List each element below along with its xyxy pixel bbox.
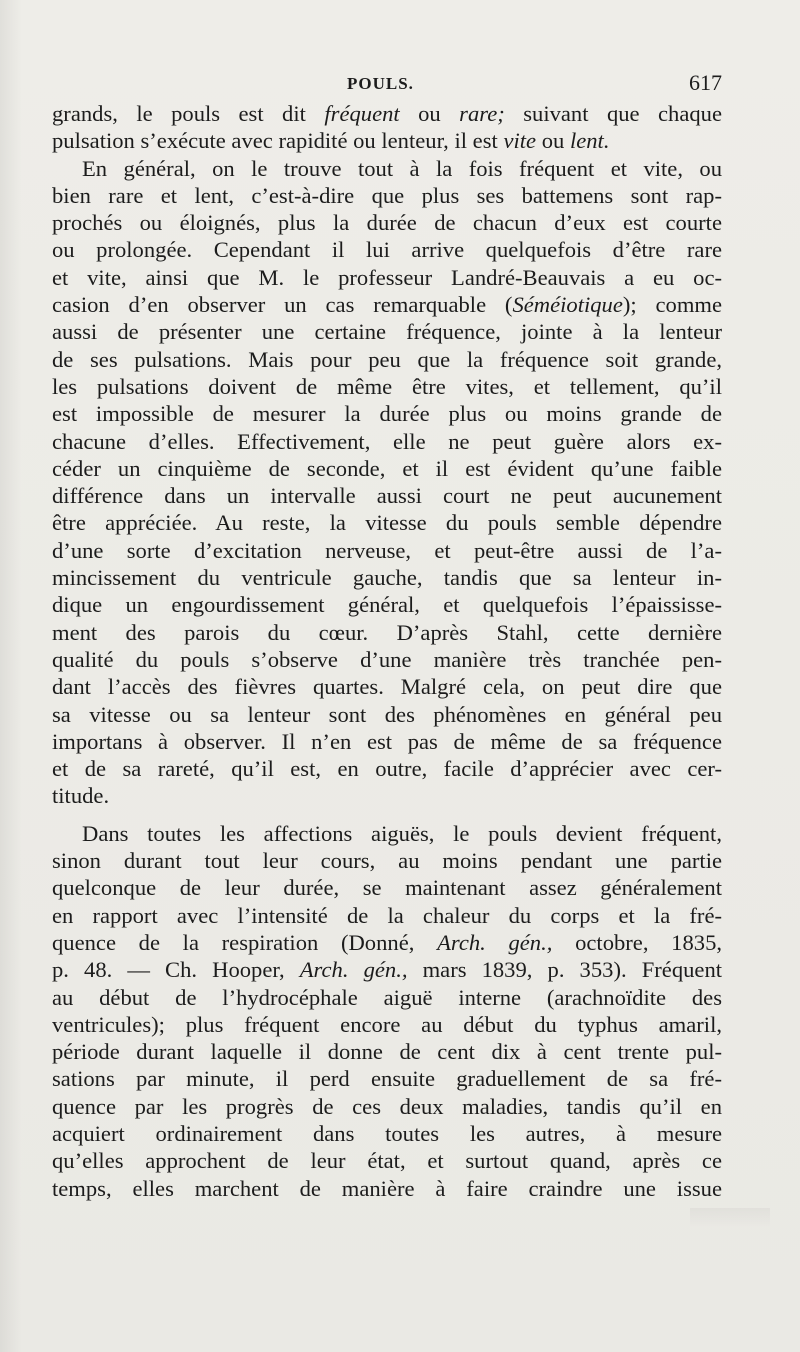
text-run: grands, le pouls est dit	[52, 101, 325, 126]
italic-run: lent.	[569, 128, 610, 154]
text-run: en rapport avec l’intensité de la chaleur du corps et la fré-	[52, 902, 722, 928]
text-line	[52, 100, 722, 127]
text-line	[52, 1120, 722, 1147]
text-run: Dans toutes les affections aiguës, le pouls devient fréquent,	[82, 820, 722, 846]
text-line	[52, 236, 722, 263]
text-run: quence par les progrès de ces deux maladies, tandis qu’il en	[52, 1093, 722, 1119]
text-run: mars 1839, p. 353). Fréquent	[407, 957, 723, 983]
text-run: qualité du pouls s’observe d’une manière très tranchée pen-	[52, 646, 722, 672]
text-line	[52, 428, 722, 455]
text-line	[52, 509, 722, 536]
text-line	[52, 673, 722, 700]
text-run: quelconque de leur durée, se maintenant assez généralement	[52, 875, 722, 901]
text-run: être appréciée. Au reste, la vitesse du pouls semble dépendre	[52, 510, 722, 536]
text-run: p. 48. — Ch. Hooper,	[52, 957, 300, 983]
text-run: sations par minute, il perd ensuite graduellement de sa fré-	[52, 1066, 722, 1092]
text-run: ventricules); plus fréquent encore au début du typhus amaril,	[52, 1011, 722, 1037]
text-line	[52, 984, 722, 1011]
text-run: ); comme	[622, 292, 722, 318]
paragraph-2	[52, 155, 722, 810]
text-run: et vite, ainsi que M. le professeur Landré-Beauvais a eu oc-	[52, 264, 722, 290]
text-line	[52, 373, 722, 400]
text-line	[52, 1065, 722, 1092]
text-run: suivant que chaque	[504, 101, 723, 126]
text-run: période durant laquelle il donne de cent dix à cent trente pul-	[52, 1039, 722, 1065]
text-line	[52, 291, 722, 318]
text-line	[52, 820, 722, 847]
text-line	[52, 782, 722, 809]
text-run: dant l’accès des fièvres quartes. Malgré cela, on peut dire que	[52, 674, 722, 700]
text-run: est impossible de mesurer la durée plus ou moins grande de	[52, 401, 722, 427]
text-run: importans à observer. Il n’en est pas de même de sa fréquence	[52, 728, 722, 754]
text-run: sinon durant tout leur cours, au moins pendant une partie	[52, 848, 722, 874]
text-run: prochés ou éloignés, plus la durée de chacun d’eux est courte	[52, 210, 722, 236]
body-text	[52, 100, 722, 1202]
text-line	[52, 646, 722, 673]
text-line	[52, 755, 722, 782]
text-run: acquiert ordinairement dans toutes les autres, à mesure	[52, 1120, 722, 1146]
text-line	[52, 1093, 722, 1120]
text-line	[52, 701, 722, 728]
text-line	[52, 264, 722, 291]
text-line	[52, 482, 722, 509]
text-run: bien rare et lent, c’est-à-dire que plus ses battemens sont rap-	[52, 182, 722, 208]
text-run: qu’elles approchent de leur état, et surtout quand, après ce	[52, 1148, 722, 1174]
text-run: dique un engourdissement général, et quelquefois l’épaississe-	[52, 592, 722, 618]
text-line	[52, 182, 722, 209]
italic-run: rare;	[459, 101, 505, 126]
italic-run: Arch. gén.,	[299, 957, 408, 983]
text-line	[52, 318, 722, 345]
text-run: ou	[536, 128, 570, 154]
text-line	[52, 1147, 722, 1174]
italic-run: Arch. gén.,	[437, 929, 553, 955]
text-run: ou	[399, 101, 460, 126]
italic-run: fréquent	[324, 101, 400, 126]
paragraph-3	[52, 820, 722, 1202]
italic-run: vite	[503, 128, 537, 154]
text-line	[52, 1175, 722, 1202]
running-title: POULS.	[347, 74, 414, 93]
text-line	[52, 874, 722, 901]
text-line	[52, 619, 722, 646]
text-line	[52, 346, 722, 373]
text-line	[52, 127, 722, 154]
paragraph-1	[52, 100, 722, 155]
running-head	[52, 70, 722, 96]
text-line	[52, 902, 722, 929]
text-line	[52, 1011, 722, 1038]
text-run: quence de la respiration (Donné,	[52, 929, 438, 955]
text-run: titude.	[52, 783, 110, 809]
text-line	[52, 956, 722, 983]
text-line	[52, 400, 722, 427]
text-line	[52, 564, 722, 591]
page-number: 617	[689, 70, 722, 95]
text-run: les pulsations doivent de même être vites, et tellement, qu’il	[52, 373, 722, 399]
text-run: temps, elles marchent de manière à faire craindre une issue	[52, 1175, 722, 1201]
text-run: chacune d’elles. Effectivement, elle ne peut guère alors ex-	[52, 428, 722, 454]
show-through-mark	[690, 1208, 770, 1228]
text-run: ment des parois du cœur. D’après Stahl, cette dernière	[52, 619, 722, 645]
text-run: En général, on le trouve tout à la fois fréquent et vite, ou	[82, 155, 722, 181]
text-run: céder un cinquième de seconde, et il est évident qu’une faible	[52, 455, 722, 481]
text-run: octobre, 1835,	[552, 929, 723, 955]
text-run: de ses pulsations. Mais pour peu que la fréquence soit grande,	[52, 346, 722, 372]
text-line	[52, 155, 722, 182]
text-run: d’une sorte d’excitation nerveuse, et peut-être aussi de l’a-	[52, 537, 722, 563]
text-run: mincissement du ventricule gauche, tandis que sa lenteur in-	[52, 565, 722, 591]
text-line	[52, 1038, 722, 1065]
text-run: pulsation s’exécute avec rapidité ou lenteur, il est	[52, 128, 504, 154]
text-line	[52, 209, 722, 236]
text-line	[52, 929, 722, 956]
text-run: différence dans un intervalle aussi court ne peut aucunement	[52, 483, 722, 509]
text-run: au début de l’hydrocéphale aiguë interne (arachnoïdite des	[52, 984, 722, 1010]
text-line	[52, 537, 722, 564]
text-line	[52, 455, 722, 482]
text-line	[52, 728, 722, 755]
text-run: aussi de présenter une certaine fréquence, jointe à la lenteur	[52, 319, 722, 345]
text-line	[52, 591, 722, 618]
text-run: ou prolongée. Cependant il lui arrive quelquefois d’être rare	[52, 237, 722, 263]
text-run: et de sa rareté, qu’il est, en outre, facile d’apprécier avec cer-	[52, 756, 722, 782]
italic-run: Séméiotique	[512, 292, 623, 318]
text-line	[52, 847, 722, 874]
text-run: sa vitesse ou sa lenteur sont des phénomènes en général peu	[52, 701, 722, 727]
text-run: casion d’en observer un cas remarquable (	[52, 292, 513, 318]
